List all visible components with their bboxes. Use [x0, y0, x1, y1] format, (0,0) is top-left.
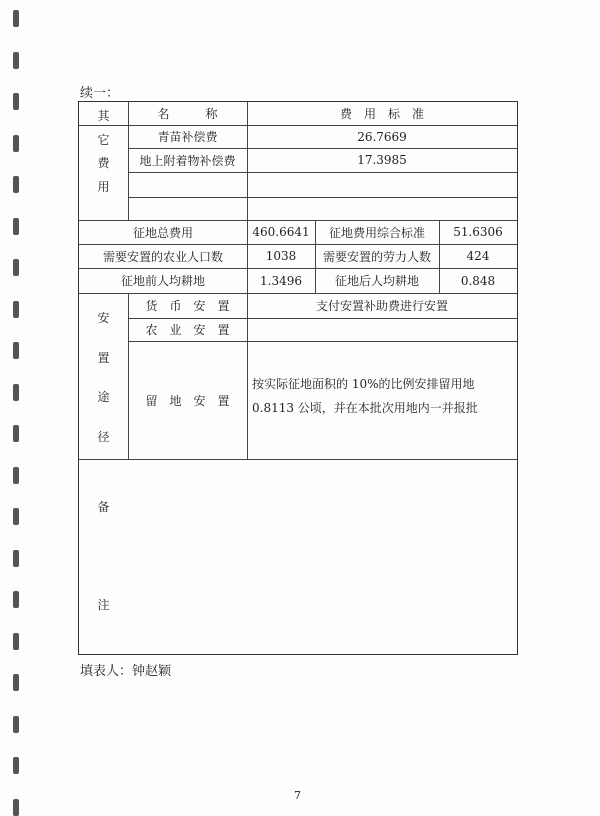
total-fee-label: 征地总费用	[132, 225, 193, 240]
fee-value: 17.3985	[357, 153, 407, 167]
binding-ring	[13, 52, 19, 69]
total-fee-value: 460.6641	[252, 225, 310, 239]
form-filler: 填表人：钟赵颖	[80, 664, 172, 679]
binding-ring	[13, 93, 19, 110]
combined-standard-value: 51.6306	[453, 225, 503, 239]
page-number: 7	[294, 789, 301, 802]
section-char: 安	[97, 311, 110, 326]
binding-ring	[13, 674, 19, 691]
binding-ring	[13, 508, 19, 525]
combined-standard-label: 征地费用综合标准	[328, 225, 425, 240]
remarks-label-char: 注	[97, 597, 110, 612]
agri-population-label: 需要安置的农业人口数	[102, 249, 223, 264]
monetary-resettlement-label: 货 币 安 置	[145, 299, 230, 313]
retained-land-label: 留 地 安 置	[145, 393, 230, 408]
land-before-label: 征地前人均耕地	[120, 274, 205, 288]
fee-value: 26.7669	[357, 129, 407, 144]
binding-ring	[13, 10, 19, 27]
binding-ring	[13, 218, 19, 235]
binding-ring	[13, 425, 19, 442]
resettlement-section-label	[79, 298, 128, 456]
binding-ring	[13, 591, 19, 608]
retained-land-value: 按实际征地面积的 10%的比例安排留用地 0.8113 公顷，并在本批次用地内一并报批	[252, 377, 478, 415]
binding-ring	[13, 757, 19, 774]
standard-column-header: 费 用 标 准	[339, 107, 424, 121]
binding-ring	[13, 135, 19, 152]
binding-ring	[13, 467, 19, 484]
land-before-value: 1.3496	[260, 273, 302, 288]
binding-ring	[13, 342, 19, 359]
agri-population-value: 1038	[265, 249, 297, 263]
section-char: 用	[97, 179, 110, 194]
agricultural-resettlement-label: 农 业 安 置	[145, 323, 230, 337]
section-char: 途	[97, 390, 110, 405]
binding-ring	[13, 384, 19, 401]
land-after-value: 0.848	[460, 273, 496, 288]
binding-ring	[13, 550, 19, 567]
binding-ring	[13, 259, 19, 276]
monetary-resettlement-value: 支付安置补助费进行安置	[315, 299, 448, 313]
section-char: 置	[97, 350, 110, 365]
section-char: 费	[97, 156, 110, 171]
continued-label: 续一：	[80, 86, 120, 101]
labor-count-label: 需要安置的劳力人数	[322, 249, 431, 264]
other-fees-section-label	[79, 104, 128, 198]
section-char: 其	[97, 109, 110, 124]
labor-count-value: 424	[466, 249, 490, 263]
land-after-label: 征地后人均耕地	[334, 274, 419, 288]
name-column-header: 名 称	[157, 107, 218, 121]
fee-name: 青苗补偿费	[157, 130, 218, 144]
binding-rings	[13, 0, 23, 813]
binding-ring	[13, 633, 19, 650]
remarks-label-char: 备	[97, 499, 110, 514]
binding-ring	[13, 176, 19, 193]
section-char: 径	[97, 429, 110, 444]
section-char: 它	[97, 132, 110, 147]
binding-ring	[13, 301, 19, 318]
fee-name: 地上附着物补偿费	[139, 153, 236, 168]
binding-ring	[13, 716, 19, 733]
